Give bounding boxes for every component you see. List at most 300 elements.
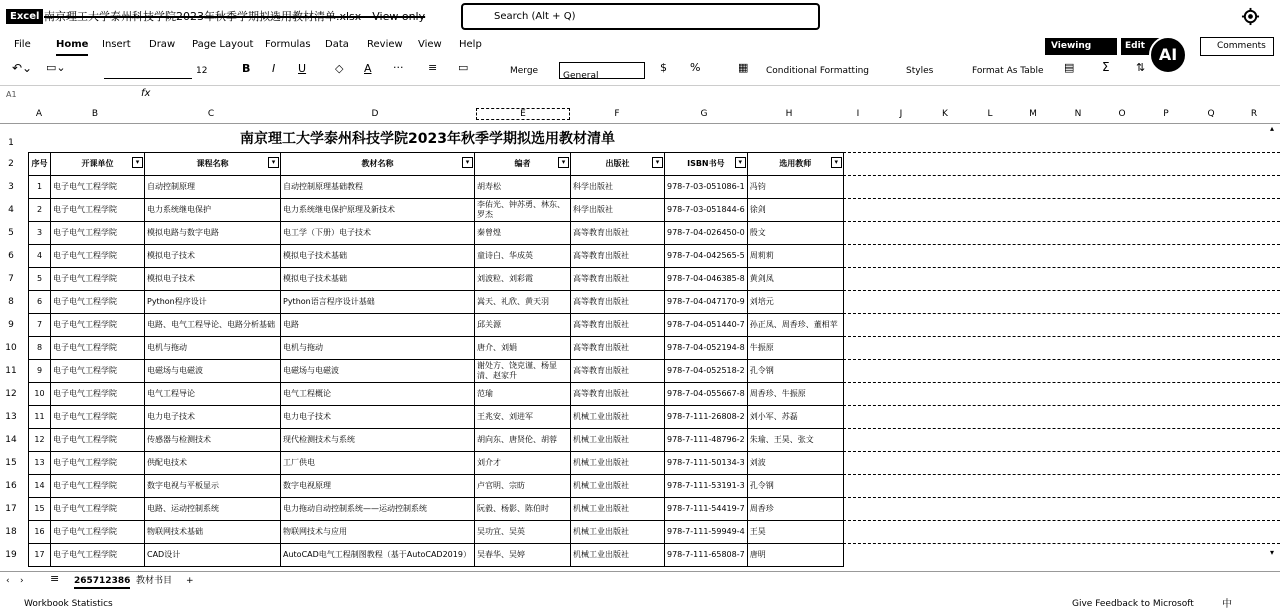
header-teacher-label: 选用教师 — [779, 159, 812, 168]
column-headers — [0, 106, 1280, 124]
row-header[interactable]: 12 — [5, 389, 17, 399]
cell-isbn[interactable]: 978-7-04-042565-5 — [665, 245, 748, 268]
empty-gridline — [838, 382, 1280, 383]
cell-teacher[interactable]: 冯钧 — [747, 176, 843, 199]
empty-gridline — [838, 405, 1280, 406]
cell-unit[interactable]: 电子电气工程学院 — [51, 360, 145, 383]
filter-icon[interactable]: ▾ — [735, 157, 746, 168]
column-header-a[interactable]: A — [35, 109, 43, 119]
row-header[interactable]: 2 — [8, 159, 14, 169]
ai-assistant-badge[interactable]: AI — [1149, 36, 1187, 74]
header-isbn-label: ISBN书号 — [687, 159, 725, 168]
cell-textbook[interactable]: 数字电视原理 — [281, 475, 475, 498]
cell-teacher[interactable]: 朱瑜、王昊、张文 — [747, 429, 843, 452]
row-header[interactable]: 14 — [5, 435, 17, 445]
cell-unit[interactable]: 电子电气工程学院 — [51, 199, 145, 222]
tab-file[interactable]: File — [14, 39, 31, 50]
ribbon — [0, 58, 1280, 86]
cell-serial[interactable]: 9 — [29, 360, 51, 383]
row-header[interactable]: 9 — [8, 320, 14, 330]
font-color-icon[interactable]: A — [364, 62, 372, 75]
header-course-label: 课程名称 — [196, 159, 229, 168]
table-row — [29, 498, 844, 521]
cell-textbook[interactable]: 现代检测技术与系统 — [281, 429, 475, 452]
cell-teacher[interactable]: 刘波 — [747, 452, 843, 475]
cell-textbook[interactable]: 电气工程概论 — [281, 383, 475, 406]
empty-gridline — [838, 290, 1280, 291]
cell-publisher[interactable]: 高等教育出版社 — [571, 314, 665, 337]
cell-isbn[interactable]: 978-7-04-051440-7 — [665, 314, 748, 337]
cell-publisher[interactable]: 科学出版社 — [571, 176, 665, 199]
cell-serial[interactable]: 3 — [29, 222, 51, 245]
cell-author[interactable]: 吴春华、吴婷 — [475, 544, 571, 567]
column-header-c[interactable]: C — [207, 109, 215, 119]
cell-unit[interactable]: 电子电气工程学院 — [51, 521, 145, 544]
scroll-up-icon[interactable]: ▴ — [1270, 124, 1275, 133]
cell-publisher[interactable]: 机械工业出版社 — [571, 452, 665, 475]
cell-course[interactable]: 模拟电路与数字电路 — [145, 222, 281, 245]
cell-isbn[interactable]: 978-7-03-051086-1 — [665, 176, 748, 199]
cell-serial[interactable]: 4 — [29, 245, 51, 268]
cell-publisher[interactable]: 高等教育出版社 — [571, 291, 665, 314]
cell-course[interactable]: 电路、电气工程导论、电路分析基础 — [145, 314, 281, 337]
header-textbook-label: 教材名称 — [361, 159, 394, 168]
cell-teacher[interactable]: 殷文 — [747, 222, 843, 245]
column-header-h[interactable]: H — [785, 109, 793, 119]
cell-teacher[interactable]: 王昊 — [747, 521, 843, 544]
table-row — [29, 176, 844, 199]
empty-gridline — [838, 221, 1280, 222]
table-row — [29, 199, 844, 222]
cell-unit[interactable]: 电子电气工程学院 — [51, 452, 145, 475]
table-row — [29, 245, 844, 268]
cell-teacher[interactable]: 周香珍 — [747, 498, 843, 521]
table-row — [29, 268, 844, 291]
undo-icon[interactable]: ↶⌄ — [12, 61, 33, 75]
fill-color-icon[interactable]: ◇ — [335, 62, 344, 75]
table-row — [29, 383, 844, 406]
cell-author[interactable]: 童诗白、华成英 — [475, 245, 571, 268]
tab-draw[interactable]: Draw — [149, 39, 176, 50]
merge-button[interactable]: Merge — [510, 66, 539, 76]
cell-author[interactable]: 唐介、刘娟 — [475, 337, 571, 360]
filter-icon[interactable]: ▾ — [268, 157, 279, 168]
row-header[interactable]: 6 — [8, 251, 14, 261]
cell-serial[interactable]: 7 — [29, 314, 51, 337]
column-header-b[interactable]: B — [91, 109, 99, 119]
cell-isbn[interactable]: 978-7-03-051844-6 — [665, 199, 748, 222]
tab-view[interactable]: View — [418, 39, 442, 50]
header-serial-label: 序号 — [31, 159, 48, 168]
cell-textbook[interactable]: 电力电子技术 — [281, 406, 475, 429]
cell-isbn[interactable]: 978-7-04-052518-2 — [665, 360, 748, 383]
italic-icon[interactable]: I — [272, 62, 276, 75]
cell-unit[interactable]: 电子电气工程学院 — [51, 268, 145, 291]
percent-icon[interactable]: % — [690, 61, 701, 74]
font-size-select[interactable]: 12 — [196, 66, 208, 76]
add-sheet-button[interactable]: + — [186, 576, 194, 586]
cell-serial[interactable]: 11 — [29, 406, 51, 429]
cell-teacher[interactable]: 孙正凤、周香珍、董相苹 — [747, 314, 843, 337]
conditional-formatting-button[interactable]: Conditional Formatting — [766, 66, 869, 76]
cell-textbook[interactable]: 工厂供电 — [281, 452, 475, 475]
row-header[interactable]: 1 — [8, 138, 14, 148]
table-row — [29, 452, 844, 475]
document-title[interactable]: 南京理工大学泰州科技学院2023年秋季学期拟选用教材清单.xlsx - View only — [44, 10, 426, 23]
cell-textbook[interactable]: 模拟电子技术基础 — [281, 268, 475, 291]
cell-isbn[interactable]: 978-7-04-052194-8 — [665, 337, 748, 360]
tab-help[interactable]: Help — [459, 39, 482, 50]
cell-isbn[interactable]: 978-7-04-055667-8 — [665, 383, 748, 406]
cell-textbook[interactable]: 电工学（下册）电子技术 — [281, 222, 475, 245]
tab-insert[interactable]: Insert — [102, 39, 131, 50]
cell-teacher[interactable]: 刘培元 — [747, 291, 843, 314]
table-row — [29, 475, 844, 498]
cell-teacher[interactable]: 牛振原 — [747, 337, 843, 360]
cell-isbn[interactable]: 978-7-111-50134-3 — [665, 452, 748, 475]
cell-unit[interactable]: 电子电气工程学院 — [51, 544, 145, 567]
cell-serial[interactable]: 15 — [29, 498, 51, 521]
tab-page-layout[interactable]: Page Layout — [192, 39, 254, 50]
cell-serial[interactable]: 12 — [29, 429, 51, 452]
column-header-o[interactable]: O — [1118, 109, 1126, 119]
cell-course[interactable]: 电力电子技术 — [145, 406, 281, 429]
sheet-title[interactable]: 南京理工大学泰州科技学院2023年秋季学期拟选用教材清单 — [240, 131, 615, 147]
column-header-d[interactable]: D — [371, 109, 379, 119]
empty-gridline — [838, 267, 1280, 268]
empty-gridline — [838, 428, 1280, 429]
cell-author[interactable]: 胡向东、唐贤伦、胡蓉 — [475, 429, 571, 452]
header-cell-author[interactable] — [475, 153, 571, 176]
cell-publisher[interactable]: 机械工业出版社 — [571, 544, 665, 567]
cell-unit[interactable]: 电子电气工程学院 — [51, 475, 145, 498]
cell-unit[interactable]: 电子电气工程学院 — [51, 314, 145, 337]
cell-isbn[interactable]: 978-7-111-48796-2 — [665, 429, 748, 452]
column-header-r[interactable]: R — [1250, 109, 1258, 119]
cell-course[interactable]: 模拟电子技术 — [145, 245, 281, 268]
cell-isbn[interactable]: 978-7-111-26808-2 — [665, 406, 748, 429]
cell-isbn[interactable]: 978-7-04-026450-0 — [665, 222, 748, 245]
clipboard-icon[interactable]: ▭⌄ — [46, 61, 66, 74]
column-header-i[interactable]: I — [856, 109, 860, 119]
cell-textbook[interactable]: 电力拖动自动控制系统——运动控制系统 — [281, 498, 475, 521]
cell-unit[interactable]: 电子电气工程学院 — [51, 383, 145, 406]
cell-publisher[interactable]: 机械工业出版社 — [571, 521, 665, 544]
vertical-scrollbar[interactable] — [1270, 124, 1280, 569]
table-row — [29, 544, 844, 567]
cell-author[interactable]: 嵩天、礼欣、黄天羽 — [475, 291, 571, 314]
cell-author[interactable]: 秦曾煌 — [475, 222, 571, 245]
cell-teacher[interactable]: 唐明 — [747, 544, 843, 567]
row-header[interactable]: 3 — [8, 182, 14, 192]
cell-author[interactable]: 谢处方、饶克谨、杨显清、赵家升 — [475, 360, 571, 383]
cell-unit[interactable]: 电子电气工程学院 — [51, 222, 145, 245]
search-input[interactable] — [461, 3, 820, 30]
table-row — [29, 360, 844, 383]
cell-isbn[interactable]: 978-7-111-65808-7 — [665, 544, 748, 567]
cell-serial[interactable]: 1 — [29, 176, 51, 199]
name-box[interactable]: A1 — [6, 90, 17, 99]
cell-serial[interactable]: 2 — [29, 199, 51, 222]
empty-gridline — [838, 543, 1280, 544]
bold-icon[interactable]: B — [242, 62, 251, 75]
cell-course[interactable]: 电机与拖动 — [145, 337, 281, 360]
row-header[interactable]: 18 — [5, 527, 17, 537]
cell-author[interactable]: 李佑光、钟苏勇、林东、罗杰 — [475, 199, 571, 222]
empty-gridline — [838, 474, 1280, 475]
insert-cells-icon[interactable]: ▤ — [1064, 61, 1075, 74]
cell-course[interactable]: Python程序设计 — [145, 291, 281, 314]
data-table — [28, 152, 844, 567]
format-as-table-button[interactable]: Format As Table — [972, 66, 1044, 76]
row-header[interactable]: 19 — [5, 550, 17, 560]
styles-button[interactable]: Styles — [906, 66, 934, 76]
empty-gridline — [838, 175, 1280, 176]
cell-textbook[interactable]: 电路 — [281, 314, 475, 337]
cell-author[interactable]: 阮毅、杨影、陈伯时 — [475, 498, 571, 521]
cell-teacher[interactable]: 黄剑凤 — [747, 268, 843, 291]
filter-icon[interactable]: ▾ — [132, 157, 143, 168]
cell-course[interactable]: 数字电视与平板显示 — [145, 475, 281, 498]
cell-teacher[interactable]: 徐剑 — [747, 199, 843, 222]
more-icon[interactable]: ··· — [393, 61, 404, 74]
cell-course[interactable]: 物联网技术基础 — [145, 521, 281, 544]
cell-teacher[interactable]: 周香珍、牛振原 — [747, 383, 843, 406]
empty-gridline — [838, 451, 1280, 452]
viewing-mode-button[interactable] — [1045, 38, 1117, 55]
cell-isbn[interactable]: 978-7-04-046385-8 — [665, 268, 748, 291]
status-bar — [0, 591, 1280, 609]
cell-isbn[interactable]: 978-7-111-54419-7 — [665, 498, 748, 521]
column-header-p[interactable]: P — [1163, 109, 1169, 119]
cell-course[interactable]: 电路、运动控制系统 — [145, 498, 281, 521]
cell-publisher[interactable]: 机械工业出版社 — [571, 429, 665, 452]
cell-isbn[interactable]: 978-7-111-53191-3 — [665, 475, 748, 498]
currency-icon[interactable]: $ — [660, 61, 667, 74]
cell-author[interactable]: 卢官明、宗昉 — [475, 475, 571, 498]
cell-author[interactable]: 刘介才 — [475, 452, 571, 475]
empty-gridline — [838, 198, 1280, 199]
header-cell-teacher[interactable] — [747, 153, 843, 176]
row-header[interactable]: 10 — [5, 343, 17, 353]
table-header-row — [29, 153, 844, 176]
sheet-tab-textbooks[interactable]: 教材书目 — [136, 576, 173, 586]
sheet-tab-bar — [0, 571, 1280, 591]
comments-label: Comments — [1217, 41, 1266, 51]
cell-course[interactable]: 模拟电子技术 — [145, 268, 281, 291]
header-author-label: 编者 — [514, 159, 531, 168]
tab-data[interactable]: Data — [325, 39, 349, 50]
cell-isbn[interactable]: 978-7-04-047170-9 — [665, 291, 748, 314]
row-header[interactable]: 16 — [5, 481, 17, 491]
gear-icon[interactable] — [1241, 7, 1260, 26]
cell-unit[interactable]: 电子电气工程学院 — [51, 337, 145, 360]
cell-course[interactable]: 传感器与检测技术 — [145, 429, 281, 452]
cell-textbook[interactable]: 自动控制原理基础教程 — [281, 176, 475, 199]
row-header[interactable]: 15 — [5, 458, 17, 468]
table-row — [29, 429, 844, 452]
column-header-j[interactable]: J — [899, 109, 903, 119]
search-placeholder: Search (Alt + Q) — [494, 11, 576, 22]
cell-publisher[interactable]: 科学出版社 — [571, 199, 665, 222]
table-row — [29, 406, 844, 429]
row-header[interactable]: 17 — [5, 504, 17, 514]
header-unit-label: 开课单位 — [81, 159, 114, 168]
tab-formulas[interactable]: Formulas — [265, 39, 311, 50]
cell-author[interactable]: 范瑜 — [475, 383, 571, 406]
cell-textbook[interactable]: 电磁场与电磁波 — [281, 360, 475, 383]
cell-course[interactable]: 电磁场与电磁波 — [145, 360, 281, 383]
scroll-down-icon[interactable]: ▾ — [1270, 548, 1275, 557]
row-header[interactable]: 11 — [5, 366, 17, 376]
cell-course[interactable]: 电气工程导论 — [145, 383, 281, 406]
cell-publisher[interactable]: 高等教育出版社 — [571, 245, 665, 268]
cell-textbook[interactable]: 物联网技术与应用 — [281, 521, 475, 544]
cell-author[interactable]: 王兆安、刘进军 — [475, 406, 571, 429]
cell-author[interactable]: 刘波粒、刘彩霞 — [475, 268, 571, 291]
prev-sheet-icon[interactable]: ‹ — [6, 576, 10, 586]
cell-author[interactable]: 吴功宜、吴英 — [475, 521, 571, 544]
table-row — [29, 222, 844, 245]
empty-gridline — [838, 336, 1280, 337]
cell-course[interactable]: 电力系统继电保护 — [145, 199, 281, 222]
filter-icon[interactable]: ▾ — [558, 157, 569, 168]
cell-serial[interactable]: 6 — [29, 291, 51, 314]
column-header-n[interactable]: N — [1074, 109, 1082, 119]
empty-gridline — [838, 313, 1280, 314]
cell-isbn[interactable]: 978-7-111-59949-4 — [665, 521, 748, 544]
cell-textbook[interactable]: AutoCAD电气工程制图教程（基于AutoCAD2019） — [281, 544, 475, 567]
cell-course[interactable]: CAD设计 — [145, 544, 281, 567]
underline-icon[interactable]: U — [298, 62, 307, 75]
number-format-value: General — [563, 71, 599, 81]
column-header-k[interactable]: K — [942, 109, 948, 119]
ime-indicator[interactable]: 中 — [1222, 599, 1232, 610]
header-cell-unit[interactable] — [51, 153, 145, 176]
cell-serial[interactable]: 8 — [29, 337, 51, 360]
row-header[interactable]: 13 — [5, 412, 17, 422]
cell-publisher[interactable]: 机械工业出版社 — [571, 406, 665, 429]
cell-serial[interactable]: 14 — [29, 475, 51, 498]
column-header-m[interactable]: M — [1029, 109, 1037, 119]
title-bar — [0, 0, 1280, 34]
table-row — [29, 314, 844, 337]
all-sheets-icon[interactable]: ≡ — [50, 572, 60, 585]
empty-gridline — [838, 520, 1280, 521]
empty-gridline — [838, 244, 1280, 245]
font-name-select[interactable] — [104, 62, 192, 79]
column-header-q[interactable]: Q — [1207, 109, 1215, 119]
autosum-icon[interactable]: Σ — [1102, 60, 1110, 74]
header-cell-course[interactable] — [145, 153, 281, 176]
filter-icon[interactable]: ▾ — [831, 157, 842, 168]
align-icon[interactable]: ≡ — [428, 61, 438, 74]
header-cell-isbn[interactable] — [665, 153, 748, 176]
edit-label: Edit — [1125, 41, 1145, 51]
cell-serial[interactable]: 17 — [29, 544, 51, 567]
format-cells-icon[interactable]: ▦ — [738, 61, 749, 74]
filter-icon[interactable]: ▾ — [462, 157, 473, 168]
fx-icon[interactable]: fx — [141, 88, 151, 99]
cell-textbook[interactable]: 电机与拖动 — [281, 337, 475, 360]
cell-publisher[interactable]: 高等教育出版社 — [571, 360, 665, 383]
row-header[interactable]: 5 — [8, 228, 14, 238]
tab-review[interactable]: Review — [367, 39, 403, 50]
cell-course[interactable]: 自动控制原理 — [145, 176, 281, 199]
cell-textbook[interactable]: Python语言程序设计基础 — [281, 291, 475, 314]
column-header-f[interactable]: F — [614, 109, 620, 119]
cell-unit[interactable]: 电子电气工程学院 — [51, 498, 145, 521]
tab-home[interactable]: Home — [56, 38, 88, 56]
column-header-g[interactable]: G — [700, 109, 708, 119]
table-row — [29, 521, 844, 544]
cell-unit[interactable]: 电子电气工程学院 — [51, 406, 145, 429]
row-header[interactable]: 4 — [8, 205, 14, 215]
cell-publisher[interactable]: 机械工业出版社 — [571, 498, 665, 521]
cell-textbook[interactable]: 模拟电子技术基础 — [281, 245, 475, 268]
cell-teacher[interactable]: 孔令钢 — [747, 360, 843, 383]
cell-unit[interactable]: 电子电气工程学院 — [51, 176, 145, 199]
table-row — [29, 337, 844, 360]
app-name[interactable]: Excel — [6, 9, 43, 24]
cell-serial[interactable]: 16 — [29, 521, 51, 544]
next-sheet-icon[interactable]: › — [20, 576, 24, 586]
cell-unit[interactable]: 电子电气工程学院 — [51, 291, 145, 314]
menu-bar — [0, 34, 1280, 58]
cell-serial[interactable]: 13 — [29, 452, 51, 475]
cell-teacher[interactable]: 周莉莉 — [747, 245, 843, 268]
filter-icon[interactable]: ▾ — [652, 157, 663, 168]
cell-unit[interactable]: 电子电气工程学院 — [51, 245, 145, 268]
empty-gridline — [838, 152, 1280, 153]
cell-publisher[interactable]: 高等教育出版社 — [571, 383, 665, 406]
empty-gridline — [838, 497, 1280, 498]
workbook-statistics[interactable]: Workbook Statistics — [24, 599, 113, 609]
cell-publisher[interactable]: 高等教育出版社 — [571, 268, 665, 291]
header-publisher-label: 出版社 — [605, 159, 630, 168]
cell-publisher[interactable]: 高等教育出版社 — [571, 222, 665, 245]
column-header-e[interactable]: E — [476, 108, 570, 120]
number-format-select[interactable] — [559, 62, 645, 79]
cell-publisher[interactable]: 机械工业出版社 — [571, 475, 665, 498]
sort-filter-icon[interactable]: ⇅ — [1136, 61, 1146, 74]
comments-button[interactable] — [1200, 37, 1274, 56]
cell-serial[interactable]: 10 — [29, 383, 51, 406]
sheet-tab-265712386[interactable]: 265712386 — [74, 575, 130, 589]
cell-publisher[interactable]: 高等教育出版社 — [571, 337, 665, 360]
cell-textbook[interactable]: 电力系统继电保护原理及新技术 — [281, 199, 475, 222]
cell-teacher[interactable]: 刘小军、苏磊 — [747, 406, 843, 429]
column-header-l[interactable]: L — [987, 109, 993, 119]
cell-author[interactable]: 胡寿松 — [475, 176, 571, 199]
feedback-link[interactable]: Give Feedback to Microsoft — [1072, 599, 1194, 609]
viewing-label: Viewing — [1051, 41, 1092, 51]
cell-author[interactable]: 邱关源 — [475, 314, 571, 337]
header-cell-textbook[interactable] — [281, 153, 475, 176]
row-header[interactable]: 7 — [8, 274, 14, 284]
header-cell-publisher[interactable] — [571, 153, 665, 176]
cell-serial[interactable]: 5 — [29, 268, 51, 291]
wrap-text-icon[interactable]: ▭ — [458, 61, 469, 74]
cell-unit[interactable]: 电子电气工程学院 — [51, 429, 145, 452]
table-row — [29, 291, 844, 314]
formula-bar — [0, 86, 1280, 106]
empty-gridline — [838, 359, 1280, 360]
header-cell-serial[interactable] — [29, 153, 51, 176]
cell-course[interactable]: 供配电技术 — [145, 452, 281, 475]
row-header[interactable]: 8 — [8, 297, 14, 307]
cell-teacher[interactable]: 孔令钢 — [747, 475, 843, 498]
